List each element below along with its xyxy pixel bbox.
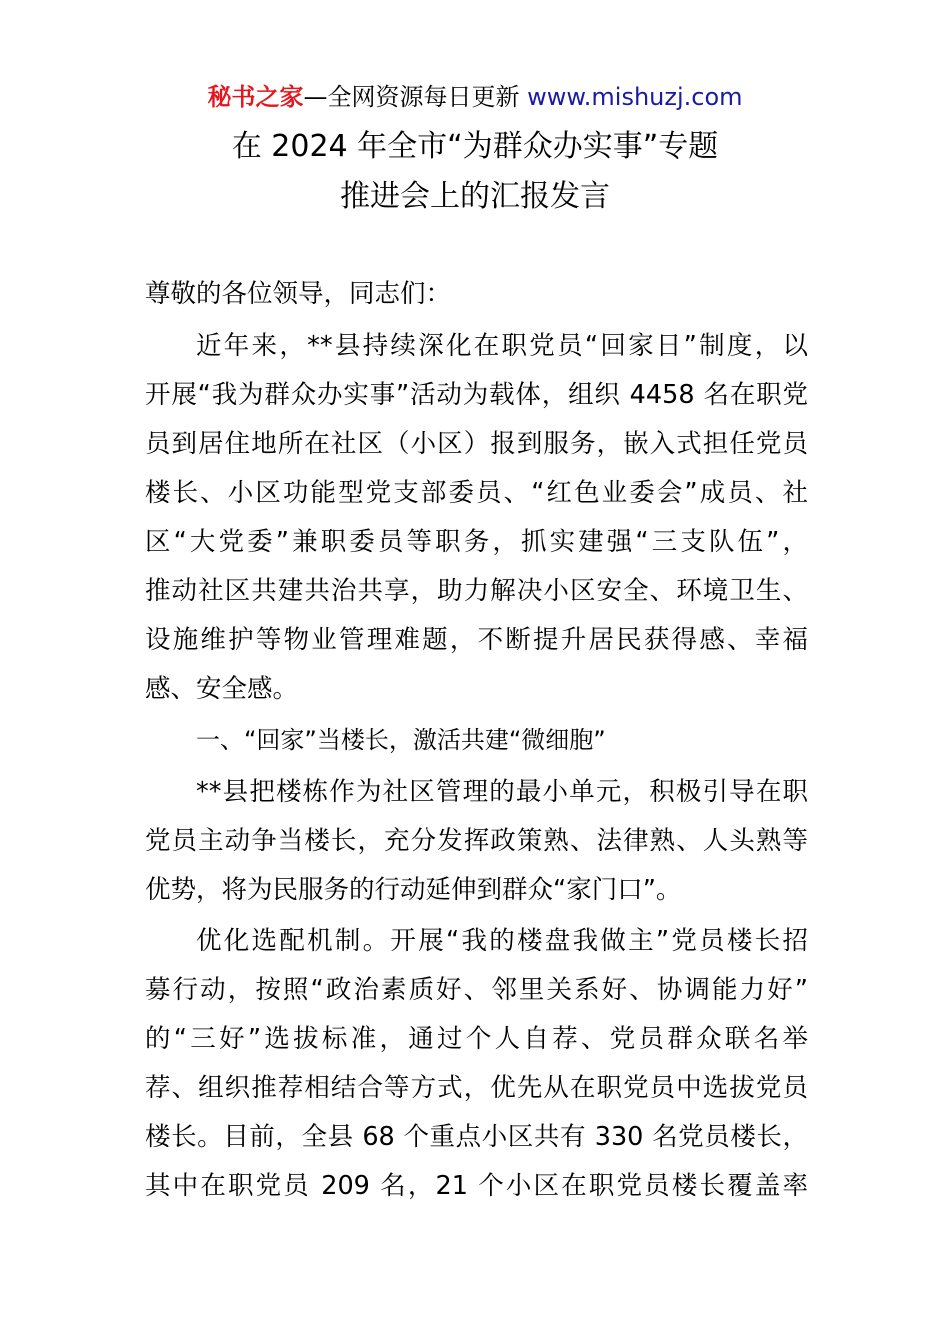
brand-name: 秘书之家 [207,83,304,111]
paragraph-line: 开展“我为群众办实事”活动为载体，组织 4458 名在职党 [145,380,808,410]
salutation: 尊敬的各位领导，同志们： [145,279,452,309]
paragraph-line: 其中在职党员 209 名，21 个小区在职党员楼长覆盖率 [145,1171,808,1201]
paragraph-line: 的“三好”选拔标准，通过个人自荐、党员群众联名举 [145,1024,808,1054]
paragraph-line: 募行动，按照“政治素质好、邻里关系好、协调能力好” [145,975,808,1005]
paragraph-line: 优化选配机制。开展“我的楼盘我做主”党员楼长招 [196,926,808,956]
paragraph-line: 感、安全感。 [145,674,299,704]
document-title-line-2: 推进会上的汇报发言 [340,179,610,214]
site-header [0,80,950,114]
paragraph-line: 推动社区共建共治共享，助力解决小区安全、环境卫生、 [145,576,808,606]
paragraph-line: 员到居住地所在社区（小区）报到服务，嵌入式担任党员 [145,429,808,459]
paragraph-line: 优势，将为民服务的行动延伸到群众“家门口”。 [145,875,682,905]
paragraph-line: 楼长。目前，全县 68 个重点小区共有 330 名党员楼长， [145,1122,808,1152]
document-title-line-1: 在 2024 年全市“为群众办实事”专题 [231,129,719,164]
paragraph-line: 党员主动争当楼长，充分发挥政策熟、法律熟、人头熟等 [145,826,808,856]
section-heading: 一、“回家”当楼长，激活共建“微细胞” [196,726,606,754]
paragraph-line: 近年来，**县持续深化在职党员“回家日”制度，以 [196,331,808,361]
paragraph-line: 楼长、小区功能型党支部委员、“红色业委会”成员、社 [145,478,808,508]
paragraph-line: 荐、组织推荐相结合等方式，优先从在职党员中选拔党员 [145,1073,808,1103]
site-url-link[interactable]: www.mishuzj.com [527,83,743,111]
paragraph-line: **县把楼栋作为社区管理的最小单元，积极引导在职 [196,777,808,807]
header-tagline: —全网资源每日更新 [303,83,528,111]
paragraph-line: 设施维护等物业管理难题，不断提升居民获得感、幸福 [145,625,808,655]
paragraph-line: 区“大党委”兼职委员等职务，抓实建强“三支队伍”， [145,527,808,557]
